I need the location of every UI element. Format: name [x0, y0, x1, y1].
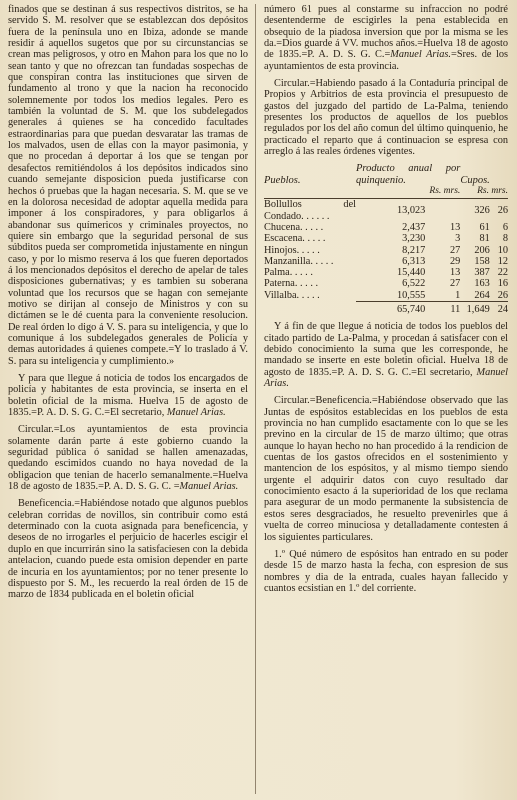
cell-pueblo: Escacena. . . . .	[264, 233, 326, 245]
header-cupos: Cupos.	[460, 174, 490, 186]
cell-cupo-mrs: 6	[502, 221, 508, 233]
circular-contaduria: Circular.=Habiendo pasado á la Contaduría principal de Propios y Arbitrios de esta provincia el presupuesto de gastos del juzgado del partido de La-Palma, teniendo presentes los productos de aquellos de los pueblos regulados por los del año comun del último quinquenio, he practicado el reparto que á continuacion se espresa con arreglo á las reales órdenes vigentes.	[264, 78, 508, 158]
signature: Manuel Arias.	[166, 407, 226, 419]
addressee: =Sres. de los ayuntamientos de esta provincia.	[264, 49, 509, 72]
table-row	[264, 233, 508, 244]
cell-cupo: 264	[474, 289, 490, 301]
table-header-row	[264, 163, 508, 186]
cell-pueblo: Hinojos. . . . .	[264, 244, 320, 256]
column-divider	[255, 4, 256, 794]
cell-producto: 6,313	[402, 255, 426, 267]
cell-cupo: 387	[474, 267, 490, 279]
cell-producto-mrs: 1	[455, 289, 461, 301]
cell-cupo-mrs: 10	[497, 244, 508, 256]
circular-ayuntamientos	[8, 424, 248, 492]
continuation-paragraph	[264, 4, 508, 72]
cell-cupo-mrs: 22	[497, 267, 508, 279]
header-pueblos: Pueblos.	[264, 174, 301, 186]
royal-order-text: finados que se destinan á sus respectivos distritos, se ha servido S. M. resolver que se establezcan dos depósitos fuera de la península uno en Ibiza, adonde se mande residir á aquellos sugetos que por su circunstancias se crean mas peligrosos, y otro en Mahon para los que no lo sean tanto y que no ofrezcan tan fundadas sospechas de que conspiran contra las instituciones que sirven de fundamento al trono y que la nacion ha reconocido solemnemente por todos los medios legales. Pero es también la voluntad de S. M. que los subdelegados generales á quienes se ha concedido facultades estraordinarias para que puedan desvaratar las tramas de los malvados, usen de ellas con la mayor pasimonia, y que no procedan á deportar á los que se tengan por desafectos remitiéndolos á los depósitos indicados sino cuando semejante disposicion pueda justificarse con hechos ó pruebas que la hagan necesaria. S. M. que se ve en la dolorosa necesidad de adoptar aquella medida para imponer á los conspiradores, y para obligarlos á abandonar sus químericos y criminales proyectos, no quiere sin embargo que la seguridad personal de sus súbditos pueda ser comprometida injustamente en ningun caso, y por lo mismo reserva á los que fueren deportados á los mencionados depósitos el derecho de apelar de tales disposiciones gubernativas; y es tambien su soberana voluntad que los recursos que se hagan con semejante motivo se dirijan al consejo de Ministros y con su dictámen se le dé cuenta para la conveniente resolucion. De real órden lo digo á V. S. para su inteligencia, y que lo comunique á los subdelegados generales de Policía y demas autoridades á quienes compete.=Y lo traslado á V. S. para su inteligencia y cumplimiento.»	[8, 4, 248, 367]
police-notice	[8, 373, 248, 418]
cell-cupo-mrs: 26	[497, 289, 508, 301]
cell-cupo: 326	[474, 205, 490, 216]
cell-cupo: 158	[474, 255, 490, 267]
cell-producto: 13,023	[396, 205, 426, 216]
table-row	[264, 256, 508, 267]
table-subheader-row	[264, 186, 508, 199]
total-cupo-mrs: 24	[490, 302, 508, 316]
cell-pueblo: Villalba. . . . .	[264, 289, 320, 301]
cell-producto: 15,440	[396, 267, 426, 279]
table-row	[264, 278, 508, 289]
table-row	[264, 290, 508, 302]
cell-cupo: 206	[474, 244, 490, 256]
cell-cupo-mrs: 12	[497, 255, 508, 267]
circular-ayuntamientos-text: Circular.=Los ayuntamientos de esta provincia solamente darán parte á este gobierno cuando la seguridad pública ó sanidad se hallen amenazadas, quedando escimidos cuando no haya novedad de la obligacion que tenian de hacerlo semanalmente.=Huelva 18 de agosto de 1835.=P. A. D. S. G. C. =	[8, 424, 248, 493]
cell-producto-mrs: 3	[455, 233, 461, 245]
cell-cupo-mrs: 16	[497, 278, 508, 290]
cell-producto-mrs: 27	[450, 278, 461, 290]
notice-la-palma	[264, 321, 508, 389]
header-producto: Producto anual por quinquenio.	[356, 163, 461, 186]
cell-producto: 8,217	[402, 244, 426, 256]
cell-producto: 3,230	[402, 233, 426, 245]
table-row	[264, 245, 508, 256]
table-body	[264, 199, 508, 302]
cell-producto-mrs	[425, 199, 460, 222]
cell-pueblo: Chucena. . . . .	[264, 221, 324, 233]
cell-producto: 6,522	[402, 278, 426, 290]
signature: Manuel Arias.	[390, 49, 452, 61]
left-column	[8, 4, 248, 601]
cell-cupo: 61	[479, 221, 490, 233]
cell-producto-mrs: 13	[450, 267, 461, 279]
beneficencia-novillos: Beneficencia.=Habiéndose notado que algunos pueblos celebran corridas de novillos, sin contribuir como está determinado con la cuota asignada para beneficencia, y deseos de no irrogarles el perjuicio de hacerles escigir el duplo en que incurrirán sino la satisfaciesen con la debida antelacion, cuando puede esta omision depender en parte de incuria en los ayuntamientos; por no tener presente lo dispuesto por S. M., les recuerdo la real órden de 15 de marzo de 1834 publicada en el boletin oficial	[8, 498, 248, 601]
cell-producto-mrs: 29	[450, 255, 461, 267]
subheader-rs-mrs: Rs. mrs.	[460, 186, 508, 199]
signature: Manuel Arias.	[264, 366, 508, 390]
cell-cupo-mrs: 8	[502, 233, 508, 245]
table-row	[264, 199, 508, 222]
reparto-table	[264, 163, 508, 315]
continuation-text: número 61 pues al constarme su infraccion no podré desentenderme de escigirles la pena establecida en obsequio de la piadosa inversion que por la misma se les da.=Dios guarde á VV. muchos años.=Huelva 18 de agosto de 1835.=P. A. D. S. G. C.=	[264, 4, 508, 61]
total-producto: 65,740	[356, 302, 425, 316]
cell-pueblo: Paterna. . . . .	[264, 278, 319, 290]
signature: Manuel Arias.	[179, 481, 239, 493]
cell-producto: 2,437	[402, 221, 426, 233]
cell-producto-mrs: 27	[450, 244, 461, 256]
table-row	[264, 267, 508, 278]
right-column	[264, 4, 508, 594]
cell-pueblo: Palma. . . . .	[264, 267, 313, 279]
cell-cupo: 81	[479, 233, 490, 245]
total-producto-mrs: 11	[425, 302, 460, 316]
table-row	[264, 222, 508, 233]
cell-cupo: 163	[474, 278, 490, 290]
cell-pueblo: Bollullos del Condado. . . . . .	[264, 199, 356, 222]
police-notice-text: Y para que llegue á noticia de todos los encargados de policía y habitantes de esta provincia, se inserta en el boletin oficial de la misma. Huelva 15 de agosto de 1835.=P. A. D. S. G. C.=El secretario,	[8, 373, 248, 419]
notice-la-palma-text: Y á fin de que llegue á noticia de todos los pueblos del citado partido de La-Palma, y procedan á satisfacer con el debido conocimiento la suma que les corresponde, he mandado se inserte en este boletin oficial. Huelva 18 de agosto de 1835.=P. A. D. S. G. C.=El secretario,	[264, 321, 508, 378]
cell-producto-mrs: 13	[450, 221, 461, 233]
circular-esposito: Circular.=Beneficencia.=Habiéndose observado que las Juntas de espósitos establecidas en los pueblos de esta provincia no han cumplido esactamente con lo que se les previno en la circular de 15 de marzo último; que otras aunque lo hayan hecho no han procedido á la rendicion de cuentas de los gastos ofrecidos en el sostenimiento y mantencion de los espósitos, y al mismo tiempo siendo urgente el adquirir datos con cuyo resultado dar conocimiento esacto á la superioridad de los que reclama para asegurar de un modo permanente la subsistencia de estos seres desgraciados, he resuelto prevenirles que á vuelta de correo minuciosa y detalladamente contesten á los siguientes particulares.	[264, 395, 508, 543]
question-1: 1.º Qué número de espósitos han entrado en su poder desde 15 de marzo hasta la fecha, con espresion de sus nombres y dia de la entrada, cuales hayan fallecido y cuantos ecsistian en 1.º del corriente.	[264, 548, 508, 594]
table-total-row	[264, 302, 508, 316]
subheader-rs-mrs: Rs. mrs.	[356, 186, 460, 199]
cell-producto: 10,555	[396, 289, 426, 301]
cell-pueblo: Manzanilla. . . . .	[264, 255, 334, 267]
cell-cupo-mrs: 26	[497, 205, 508, 216]
total-cupo: 1,649	[460, 302, 489, 316]
